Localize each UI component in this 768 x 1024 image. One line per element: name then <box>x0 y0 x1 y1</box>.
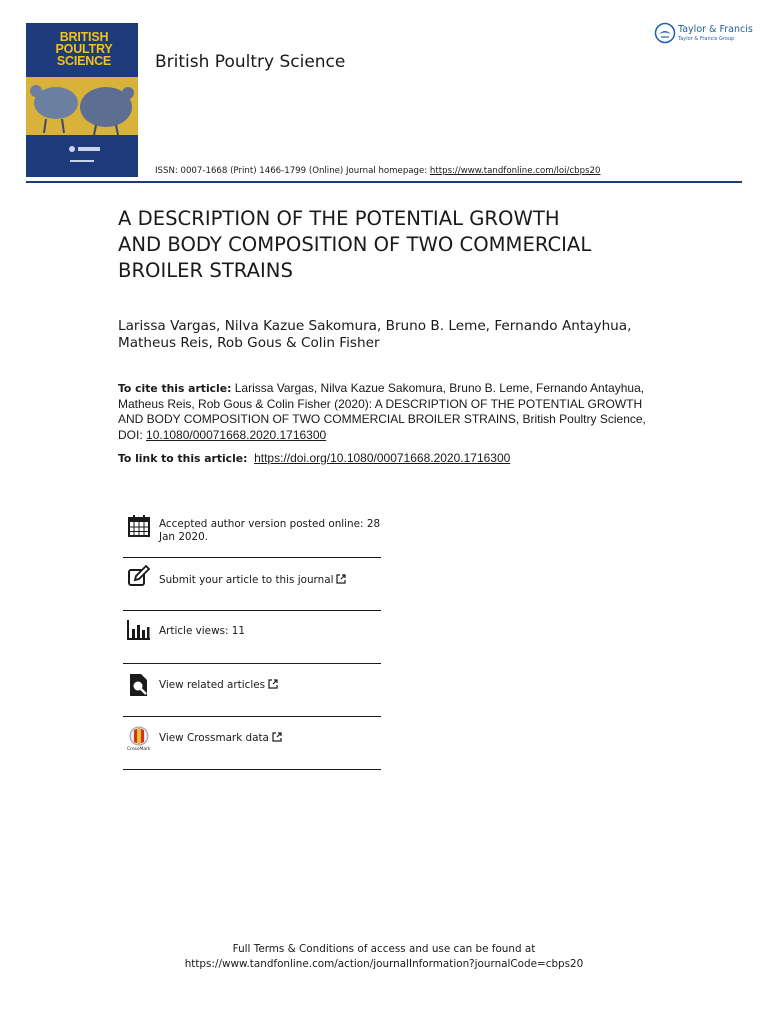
cover-illustration <box>26 77 138 169</box>
crossmark-link[interactable]: View Crossmark data <box>159 732 269 744</box>
journal-name: British Poultry Science <box>155 52 346 72</box>
issn-line <box>155 166 601 176</box>
terms-link[interactable]: https://www.tandfonline.com/action/journalInformation?journalCode=cbps20 <box>184 958 584 970</box>
related-articles-item[interactable] <box>123 663 381 717</box>
issn-text: ISSN: 0007-1668 (Print) 1466-1799 (Online) Journal homepage: <box>155 166 430 176</box>
publisher-name: Taylor & Francis <box>678 24 753 35</box>
external-link-icon <box>272 732 282 742</box>
cover-title-line: POULTRY <box>55 42 113 56</box>
external-link-icon <box>268 679 278 689</box>
related-articles-link[interactable]: View related articles <box>159 679 266 691</box>
calendar-icon <box>127 514 151 538</box>
citation-doi-prefix: DOI: <box>118 427 147 442</box>
terms-footer <box>0 942 768 972</box>
accepted-date-text: Jan 2020. <box>159 531 209 543</box>
authors-line: Matheus Reis, Rob Gous & Colin Fisher <box>118 335 380 351</box>
crossmark-item[interactable] <box>123 716 381 770</box>
journal-cover <box>26 23 138 177</box>
accepted-date-text: Accepted author version posted online: 28 <box>159 518 381 530</box>
cover-title-line: BRITISH <box>59 30 109 44</box>
citation-label: To cite this article: <box>118 382 232 395</box>
publisher-group: Taylor & Francis Group <box>678 36 735 42</box>
document-search-icon <box>127 673 151 697</box>
accepted-date-item <box>123 510 381 558</box>
edit-icon <box>127 565 151 589</box>
submit-article-item[interactable] <box>123 557 381 611</box>
article-views-text: Article views: 11 <box>159 625 246 637</box>
external-link-icon <box>336 574 346 584</box>
article-title <box>118 206 678 284</box>
footer-line: Full Terms & Conditions of access and use can be found at <box>232 943 536 955</box>
bar-chart-icon <box>127 618 151 642</box>
authors-line: Larissa Vargas, Nilva Kazue Sakomura, Bruno B. Leme, Fernando Antayhua, <box>118 318 632 334</box>
link-label: To link to this article: <box>118 452 248 465</box>
citation-line: Larissa Vargas, Nilva Kazue Sakomura, Bruno B. Leme, Fernando Antayhua, <box>231 381 645 395</box>
publisher-logo[interactable] <box>654 22 753 48</box>
citation-line: Matheus Reis, Rob Gous & Colin Fisher (2020): A DESCRIPTION OF THE POTENTIAL GROWTH <box>118 396 643 411</box>
article-title-line: AND BODY COMPOSITION OF TWO COMMERCIAL <box>118 233 592 256</box>
article-doi-link[interactable]: https://doi.org/10.1080/00071668.2020.1716300 <box>254 451 511 465</box>
publisher-logo-icon <box>654 22 676 44</box>
article-views-item <box>123 610 381 664</box>
citation <box>118 381 668 443</box>
crossmark-caption: CrossMark <box>127 747 151 752</box>
submit-article-link[interactable]: Submit your article to this journal <box>159 574 334 586</box>
citation-line: AND BODY COMPOSITION OF TWO COMMERCIAL BROILER STRAINS, British Poultry Science, <box>118 412 646 426</box>
article-title-line: BROILER STRAINS <box>118 259 293 282</box>
cover-title-line: SCIENCE <box>56 54 112 68</box>
cover-title <box>34 31 134 67</box>
article-authors <box>118 318 678 352</box>
article-title-line: A DESCRIPTION OF THE POTENTIAL GROWTH <box>118 207 560 230</box>
article-link <box>118 451 678 465</box>
journal-homepage-link[interactable]: https://www.tandfonline.com/loi/cbps20 <box>429 166 601 176</box>
citation-doi-link[interactable]: 10.1080/00071668.2020.1716300 <box>146 427 327 442</box>
header-divider <box>26 181 742 183</box>
